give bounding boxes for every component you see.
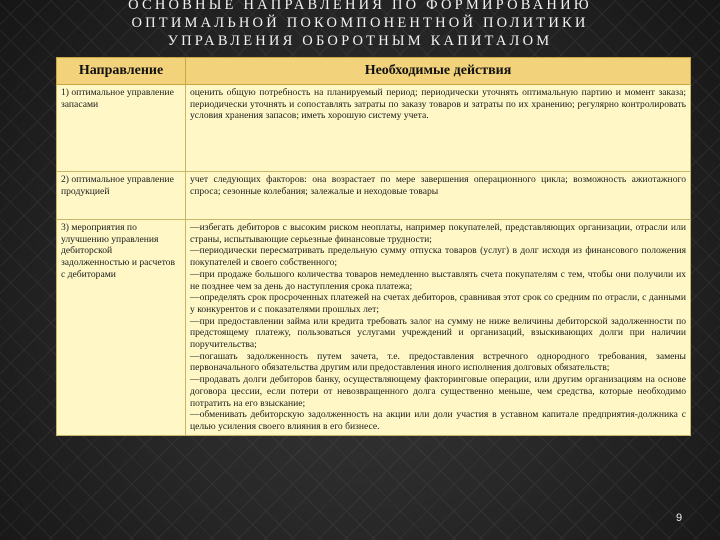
action-item: —определять срок просроченных платежей на счетах дебиторов, сравнивая этот срок со средним по отрасли, с данными у конкурентов и с показателями прошлых лет;: [190, 292, 686, 315]
slide-title: [0, 0, 720, 50]
actions-cell: [186, 172, 691, 220]
direction-cell: 2) оптимальное управление продукцией: [57, 172, 186, 220]
actions-cell: [186, 85, 691, 172]
column-header-actions: Необходимые действия: [186, 58, 691, 85]
table-row: [57, 220, 691, 436]
actions-cell: [186, 220, 691, 436]
column-header-direction: Направление: [57, 58, 186, 85]
table-row: [57, 172, 691, 220]
action-item: —избегать дебиторов с высоким риском неоплаты, например покупателей, представляющих организации, отрасли или страны, испытывающие серьезные финансовые трудности;: [190, 222, 686, 245]
action-item: —при продаже большого количества товаров немедленно выставлять счета покупателям с тем, чтобы они получили их не позднее чем за день до наступления срока платежа;: [190, 268, 686, 292]
action-text: оценить общую потребность на планируемый период; периодически уточнять оптимальную партию и момент заказа; периодически уточнять и сопоставлять затраты по заказу товаров и затраты по их хранению; регулярно контролировать условия хранения запасов; иметь хорошую систему учета.: [190, 87, 686, 122]
action-item: —при предоставлении займа или кредита требовать залог на сумму не ниже величины дебиторской задолженности по предстоящему платежу, пользоваться услугами учреждений и организаций, взыскивающих долги при наличии поручительства;: [190, 315, 686, 351]
title-line: ОПТИМАЛЬНОЙ ПОКОМПОНЕНТНОЙ ПОЛИТИКИ: [131, 15, 589, 31]
action-text: учет следующих факторов: она возрастает по мере завершения операционного цикла; возможность ажиотажного спроса; сезонные колебания; залежалые и неходовые товары: [190, 174, 686, 197]
title-line: ОСНОВНЫЕ НАПРАВЛЕНИЯ ПО ФОРМИРОВАНИЮ: [128, 0, 592, 13]
table-row: [57, 85, 691, 172]
action-item: —периодически пересматривать предельную сумму отпуска товаров (услуг) в долг исходя из финансового положения покупателей и своего собственного;: [190, 245, 686, 269]
title-line: УПРАВЛЕНИЯ ОБОРОТНЫМ КАПИТАЛОМ: [167, 33, 553, 49]
action-item: —продавать долги дебиторов банку, осуществляющему факторинговые операции, или другим организациям на основе договора цессии, если потери от невозвращенного долга существенно меньше, чем средства, которые необходимо потратить на его взыскание;: [190, 374, 686, 409]
direction-cell: 3) мероприятия по улучшению управления дебиторской задолженностью и расчетов с дебиторами: [57, 220, 186, 436]
table-header-row: [57, 58, 691, 85]
direction-cell: 1) оптимальное управление запасами: [57, 85, 186, 172]
policy-table: [56, 57, 691, 436]
action-item: —погашать задолженность путем зачета, т.е. предоставления встречного однородного требования, замены первоначального обязательства другим или предоставления иного исполнения долговых обязательств;: [190, 350, 686, 374]
action-item: —обменивать дебиторскую задолженность на акции или доли участия в уставном капитале предприятия-должника с целью усиления своего влияния в его бизнесе.: [190, 409, 686, 432]
page-number: 9: [676, 512, 683, 524]
